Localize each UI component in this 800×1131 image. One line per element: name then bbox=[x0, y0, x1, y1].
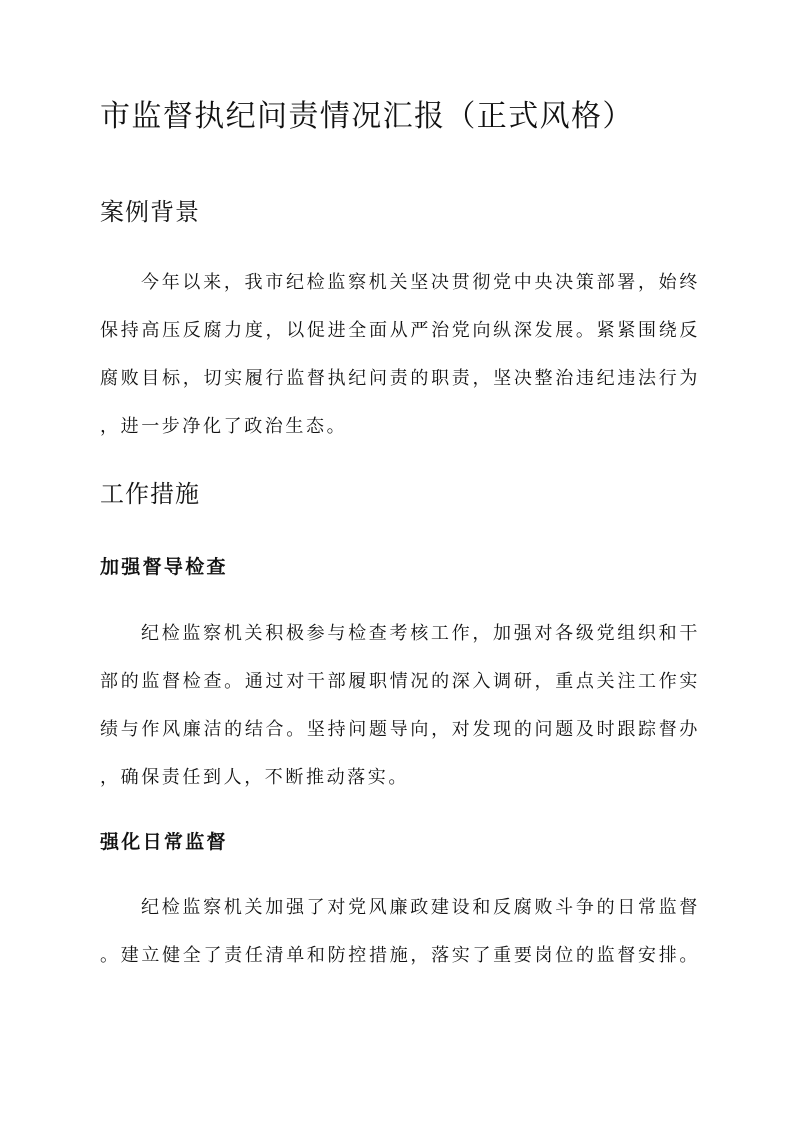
daily-supervision-paragraph bbox=[100, 884, 700, 980]
paragraph-line: 纪检监察机关积极参与检查考核工作，加强对各级党组织和干 bbox=[141, 623, 700, 644]
paragraph-line: 部的监督检查。通过对干部履职情况的深入调研，重点关注工作实 bbox=[100, 671, 700, 692]
paragraph-line: 纪检监察机关加强了对党风廉政建设和反腐败斗争的日常监督 bbox=[141, 897, 700, 918]
background-paragraph bbox=[100, 259, 700, 451]
section-heading-measures: 工作措施 bbox=[100, 480, 200, 508]
paragraph-line: ，确保责任到人，不断推动落实。 bbox=[100, 767, 409, 788]
paragraph-line: 保持高压反腐力度，以促进全面从严治党向纵深发展。紧紧围绕反 bbox=[100, 320, 700, 341]
subsection-heading-daily-supervision: 强化日常监督 bbox=[100, 831, 228, 853]
paragraph-line: 今年以来，我市纪检监察机关坚决贯彻党中央决策部署，始终 bbox=[141, 272, 700, 293]
paragraph-line: 绩与作风廉洁的结合。坚持问题导向，对发现的问题及时跟踪督办 bbox=[100, 719, 700, 740]
paragraph-line: 。建立健全了责任清单和防控措施，落实了重要岗位的监督安排。 bbox=[100, 945, 700, 966]
section-heading-background: 案例背景 bbox=[100, 198, 200, 226]
inspection-paragraph bbox=[100, 610, 700, 802]
paragraph-line: ，进一步净化了政治生态。 bbox=[100, 416, 348, 437]
subsection-heading-inspection: 加强督导检查 bbox=[100, 556, 228, 578]
document-title: 市监督执纪问责情况汇报（正式风格） bbox=[100, 99, 634, 134]
paragraph-line: 腐败目标，切实履行监督执纪问责的职责，坚决整治违纪违法行为 bbox=[100, 368, 700, 389]
